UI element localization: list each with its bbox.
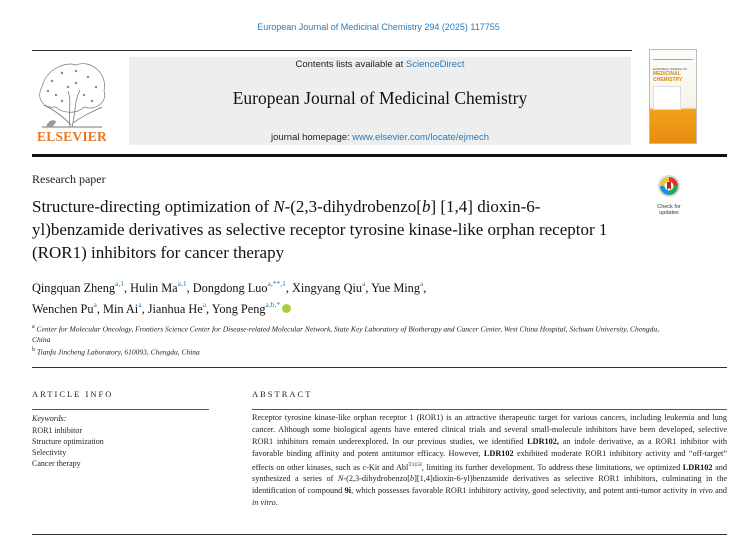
journal-homepage-link[interactable]: www.elsevier.com/locate/ejmech bbox=[352, 132, 490, 143]
title-italic-n: N bbox=[273, 197, 285, 216]
author-affiliation-marks[interactable]: a,1 bbox=[115, 279, 124, 288]
author-separator: , bbox=[96, 302, 104, 317]
author-separator: , bbox=[206, 302, 212, 317]
cover-title-chemistry: CHEMISTRY bbox=[653, 77, 683, 83]
affiliation-text: Center for Molecular Oncology, Frontiers Science Center for Disease-related Molecular Network, State Key Laboratory of Biotherapy and Cancer Center, West China Hospital, Sichuan University, Chengdu, China bbox=[32, 324, 659, 344]
italic-term: b bbox=[410, 474, 415, 484]
elsevier-wordmark[interactable]: ELSEVIER bbox=[37, 129, 107, 144]
author-affiliation-marks[interactable]: a bbox=[419, 279, 424, 288]
abstract-span: -(2,3-dihydrobenzo[ bbox=[343, 474, 411, 484]
abstract-span: , which possesses favorable ROR1 inhibitory activity, good selectivity, and potent anti-tumor activity bbox=[351, 486, 691, 496]
abstract-span: , limiting its further development. To address these limitations, we optimized bbox=[421, 462, 683, 472]
author-separator: , bbox=[186, 281, 193, 296]
author-name[interactable]: Qingquan Zheng bbox=[32, 281, 115, 296]
title-italic-b: b bbox=[421, 197, 431, 216]
author-separator: , bbox=[423, 281, 427, 296]
title-part-3: ] [1,4] dioxin-6-yl)benzamide derivatives as selective receptor tyrosine kinase-like orphan receptor 1 (ROR1) inhibitors for cancer therapy bbox=[32, 197, 608, 262]
affiliation-b bbox=[32, 345, 672, 358]
mutation-superscript: T315I bbox=[408, 461, 422, 468]
keywords-label: Keywords: bbox=[32, 414, 67, 423]
keyword-item: ROR1 inhibitor bbox=[32, 426, 83, 435]
author-affiliation-marks[interactable]: a,b,* bbox=[265, 300, 281, 310]
author-separator: , bbox=[141, 302, 148, 317]
article-info-heading: ARTICLE INFO bbox=[32, 389, 114, 399]
check-for-updates-badge[interactable] bbox=[649, 173, 689, 216]
cover-title-small: EUROPEAN JOURNAL OF bbox=[653, 67, 688, 71]
author-name[interactable]: Min Ai bbox=[103, 302, 139, 317]
section-divider bbox=[32, 367, 727, 368]
abstract-span: . bbox=[275, 498, 278, 508]
affiliation-text: Tianfu Jincheng Laboratory, 610093, Chengdu, China bbox=[35, 347, 200, 357]
abstract-text bbox=[252, 412, 727, 509]
header-rule bbox=[32, 50, 632, 51]
author-separator: , bbox=[365, 281, 372, 296]
keyword-item: Selectivity bbox=[32, 448, 67, 457]
italic-term: N bbox=[337, 474, 344, 484]
affiliation-a bbox=[32, 322, 672, 346]
keyword-item: Cancer therapy bbox=[32, 459, 81, 468]
journal-cover-thumbnail[interactable] bbox=[649, 49, 697, 144]
journal-homepage-line bbox=[129, 132, 631, 143]
abstract-span: an indole derivative, as a ROR1 inhibitor with favorable binding affinity and potent antitumor efficacy. However, bbox=[252, 436, 727, 458]
contents-line bbox=[129, 59, 631, 70]
homepage-prefix: journal homepage: bbox=[270, 132, 353, 143]
author-affiliation-marks[interactable]: a bbox=[138, 300, 142, 310]
author-name[interactable]: Jianhua He bbox=[147, 302, 203, 317]
cover-title-medicinal: MEDICINAL bbox=[653, 71, 681, 77]
title-part-2: -(2,3-dihydrobenzo[ bbox=[284, 197, 422, 216]
updates-badge-line-2: updates bbox=[659, 210, 679, 216]
compound-name: LDR102, bbox=[527, 436, 559, 446]
author-name[interactable]: Yue Ming bbox=[371, 281, 420, 296]
cover-rule bbox=[653, 59, 693, 60]
abstract-span: and bbox=[712, 486, 727, 496]
author-name[interactable]: Yong Peng bbox=[211, 302, 266, 317]
author-list bbox=[32, 276, 592, 318]
abstract-rule bbox=[252, 409, 727, 410]
author-affiliation-marks[interactable]: a bbox=[362, 279, 366, 288]
author-separator: , bbox=[123, 281, 131, 296]
keyword-list bbox=[32, 425, 104, 469]
author-affiliation-marks[interactable]: a,1 bbox=[177, 279, 187, 288]
author-affiliation-marks[interactable]: a bbox=[202, 300, 207, 310]
author-name[interactable]: Dongdong Luo bbox=[192, 281, 268, 296]
author-affiliation-marks[interactable]: a bbox=[93, 300, 97, 310]
journal-title: European Journal of Medicinal Chemistry bbox=[232, 88, 528, 108]
author-separator: , bbox=[285, 281, 293, 296]
abstract-span: and synthesized a series of bbox=[252, 462, 727, 484]
affiliation-mark: a bbox=[32, 324, 35, 330]
updates-badge-line-1: Check for bbox=[657, 204, 681, 210]
compound-name: 9i bbox=[344, 486, 352, 496]
abstract-span: Receptor tyrosine kinase-like orphan receptor 1 (ROR1) is an attractive therapeutic target for various cancers, including leukemia and lung cancer. Although some biological agents have entered clinical trials and several small-molecule inhibitors have been developed, selective ROR1 inhibitors remain underexplored. In our previous studies, we identified bbox=[252, 413, 727, 446]
italic-term: in vitro bbox=[252, 498, 276, 508]
bottom-rule bbox=[32, 534, 727, 535]
abstract-span: exhibited moderate ROR1 inhibitory activity and “off-target” effects on other kinases, such as c-Kit and Abl bbox=[252, 448, 727, 472]
author-name[interactable]: Xingyang Qiu bbox=[292, 281, 363, 296]
affiliation-mark: b bbox=[32, 347, 35, 353]
check-updates-icon bbox=[649, 173, 689, 199]
author-name[interactable]: Wenchen Pu bbox=[32, 302, 94, 317]
compound-name: LDR102 bbox=[682, 462, 713, 472]
cover-image-panel bbox=[653, 86, 681, 110]
contents-prefix: Contents lists available at bbox=[295, 59, 406, 70]
keyword-item: Structure optimization bbox=[32, 437, 104, 446]
article-info-rule bbox=[32, 409, 209, 410]
orcid-icon[interactable] bbox=[282, 304, 291, 313]
author-name[interactable]: Hulin Ma bbox=[130, 281, 178, 296]
article-title bbox=[32, 195, 632, 264]
abstract-heading: ABSTRACT bbox=[252, 389, 313, 399]
header-thick-rule bbox=[32, 154, 727, 157]
sciencedirect-link[interactable]: ScienceDirect bbox=[405, 59, 465, 70]
author-affiliation-marks[interactable]: a,**,1 bbox=[267, 279, 286, 288]
compound-name: LDR102 bbox=[483, 448, 514, 458]
italic-term: in vivo bbox=[690, 486, 713, 496]
title-part-1: Structure-directing optimization of bbox=[32, 197, 274, 216]
journal-citation[interactable]: European Journal of Medicinal Chemistry 294 (2025) 117755 bbox=[257, 22, 500, 32]
abstract-span: ][1,4]dioxin-6-yl)benzamide derivatives as selective ROR1 inhibitors, culminating in the identification of compound bbox=[252, 474, 728, 496]
article-type: Research paper bbox=[32, 172, 106, 186]
